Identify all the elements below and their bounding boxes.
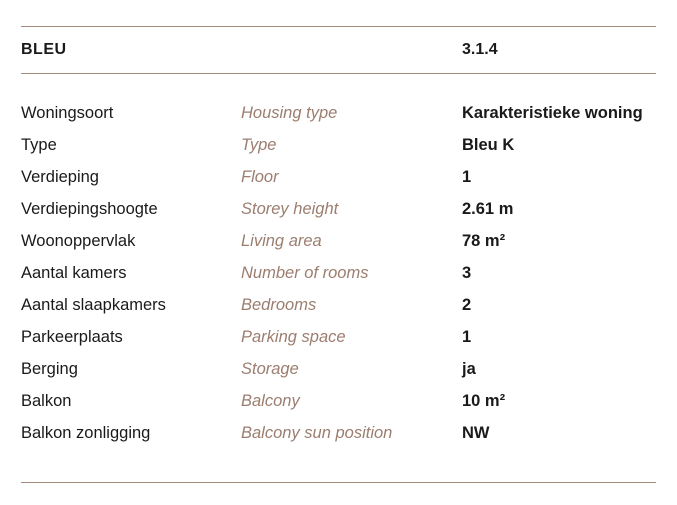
dutch-label: Aantal kamers [21,264,127,282]
unit-name: BLEU [21,41,67,58]
spec-value: 1 [462,168,472,186]
dutch-label: Berging [21,360,78,378]
spec-row-housing-type [21,104,656,136]
dutch-label: Balkon [21,392,72,410]
header-divider [21,73,656,74]
spec-value: Karakteristieke woning [462,104,643,122]
spec-value: 3 [462,264,472,282]
dutch-label: Type [21,136,57,154]
english-label: Housing type [241,104,338,122]
spec-row-floor [21,168,656,200]
spec-row-type [21,136,656,168]
spec-value: ja [462,360,476,378]
spec-value: 1 [462,328,472,346]
english-label: Storage [241,360,299,378]
bottom-divider [21,482,656,483]
spec-value: 2 [462,296,472,314]
dutch-label: Verdiepingshoogte [21,200,158,218]
english-label: Number of rooms [241,264,369,282]
spec-value: NW [462,424,490,442]
spec-header [21,41,656,63]
spec-row-bedrooms [21,296,656,328]
dutch-label: Verdieping [21,168,99,186]
spec-value: 78 m² [462,232,506,250]
top-divider [21,26,656,27]
spec-value: 10 m² [462,392,506,410]
spec-value: Bleu K [462,136,515,154]
spec-row-balcony [21,392,656,424]
english-label: Type [241,136,277,154]
spec-value: 2.61 m [462,200,514,218]
spec-row-living-area [21,232,656,264]
english-label: Storey height [241,200,339,218]
english-label: Bedrooms [241,296,317,314]
spec-row-storey-height [21,200,656,232]
spec-table [21,104,656,456]
english-label: Floor [241,168,279,186]
english-label: Living area [241,232,322,250]
spec-row-balcony-sun [21,424,656,456]
spec-row-parking [21,328,656,360]
spec-row-rooms [21,264,656,296]
dutch-label: Aantal slaapkamers [21,296,166,314]
english-label: Parking space [241,328,346,346]
dutch-label: Woonoppervlak [21,232,136,250]
english-label: Balcony [241,392,300,410]
dutch-label: Woningsoort [21,104,114,122]
dutch-label: Parkeerplaats [21,328,123,346]
english-label: Balcony sun position [241,424,393,442]
dutch-label: Balkon zonligging [21,424,151,442]
unit-code: 3.1.4 [462,41,498,58]
spec-row-storage [21,360,656,392]
